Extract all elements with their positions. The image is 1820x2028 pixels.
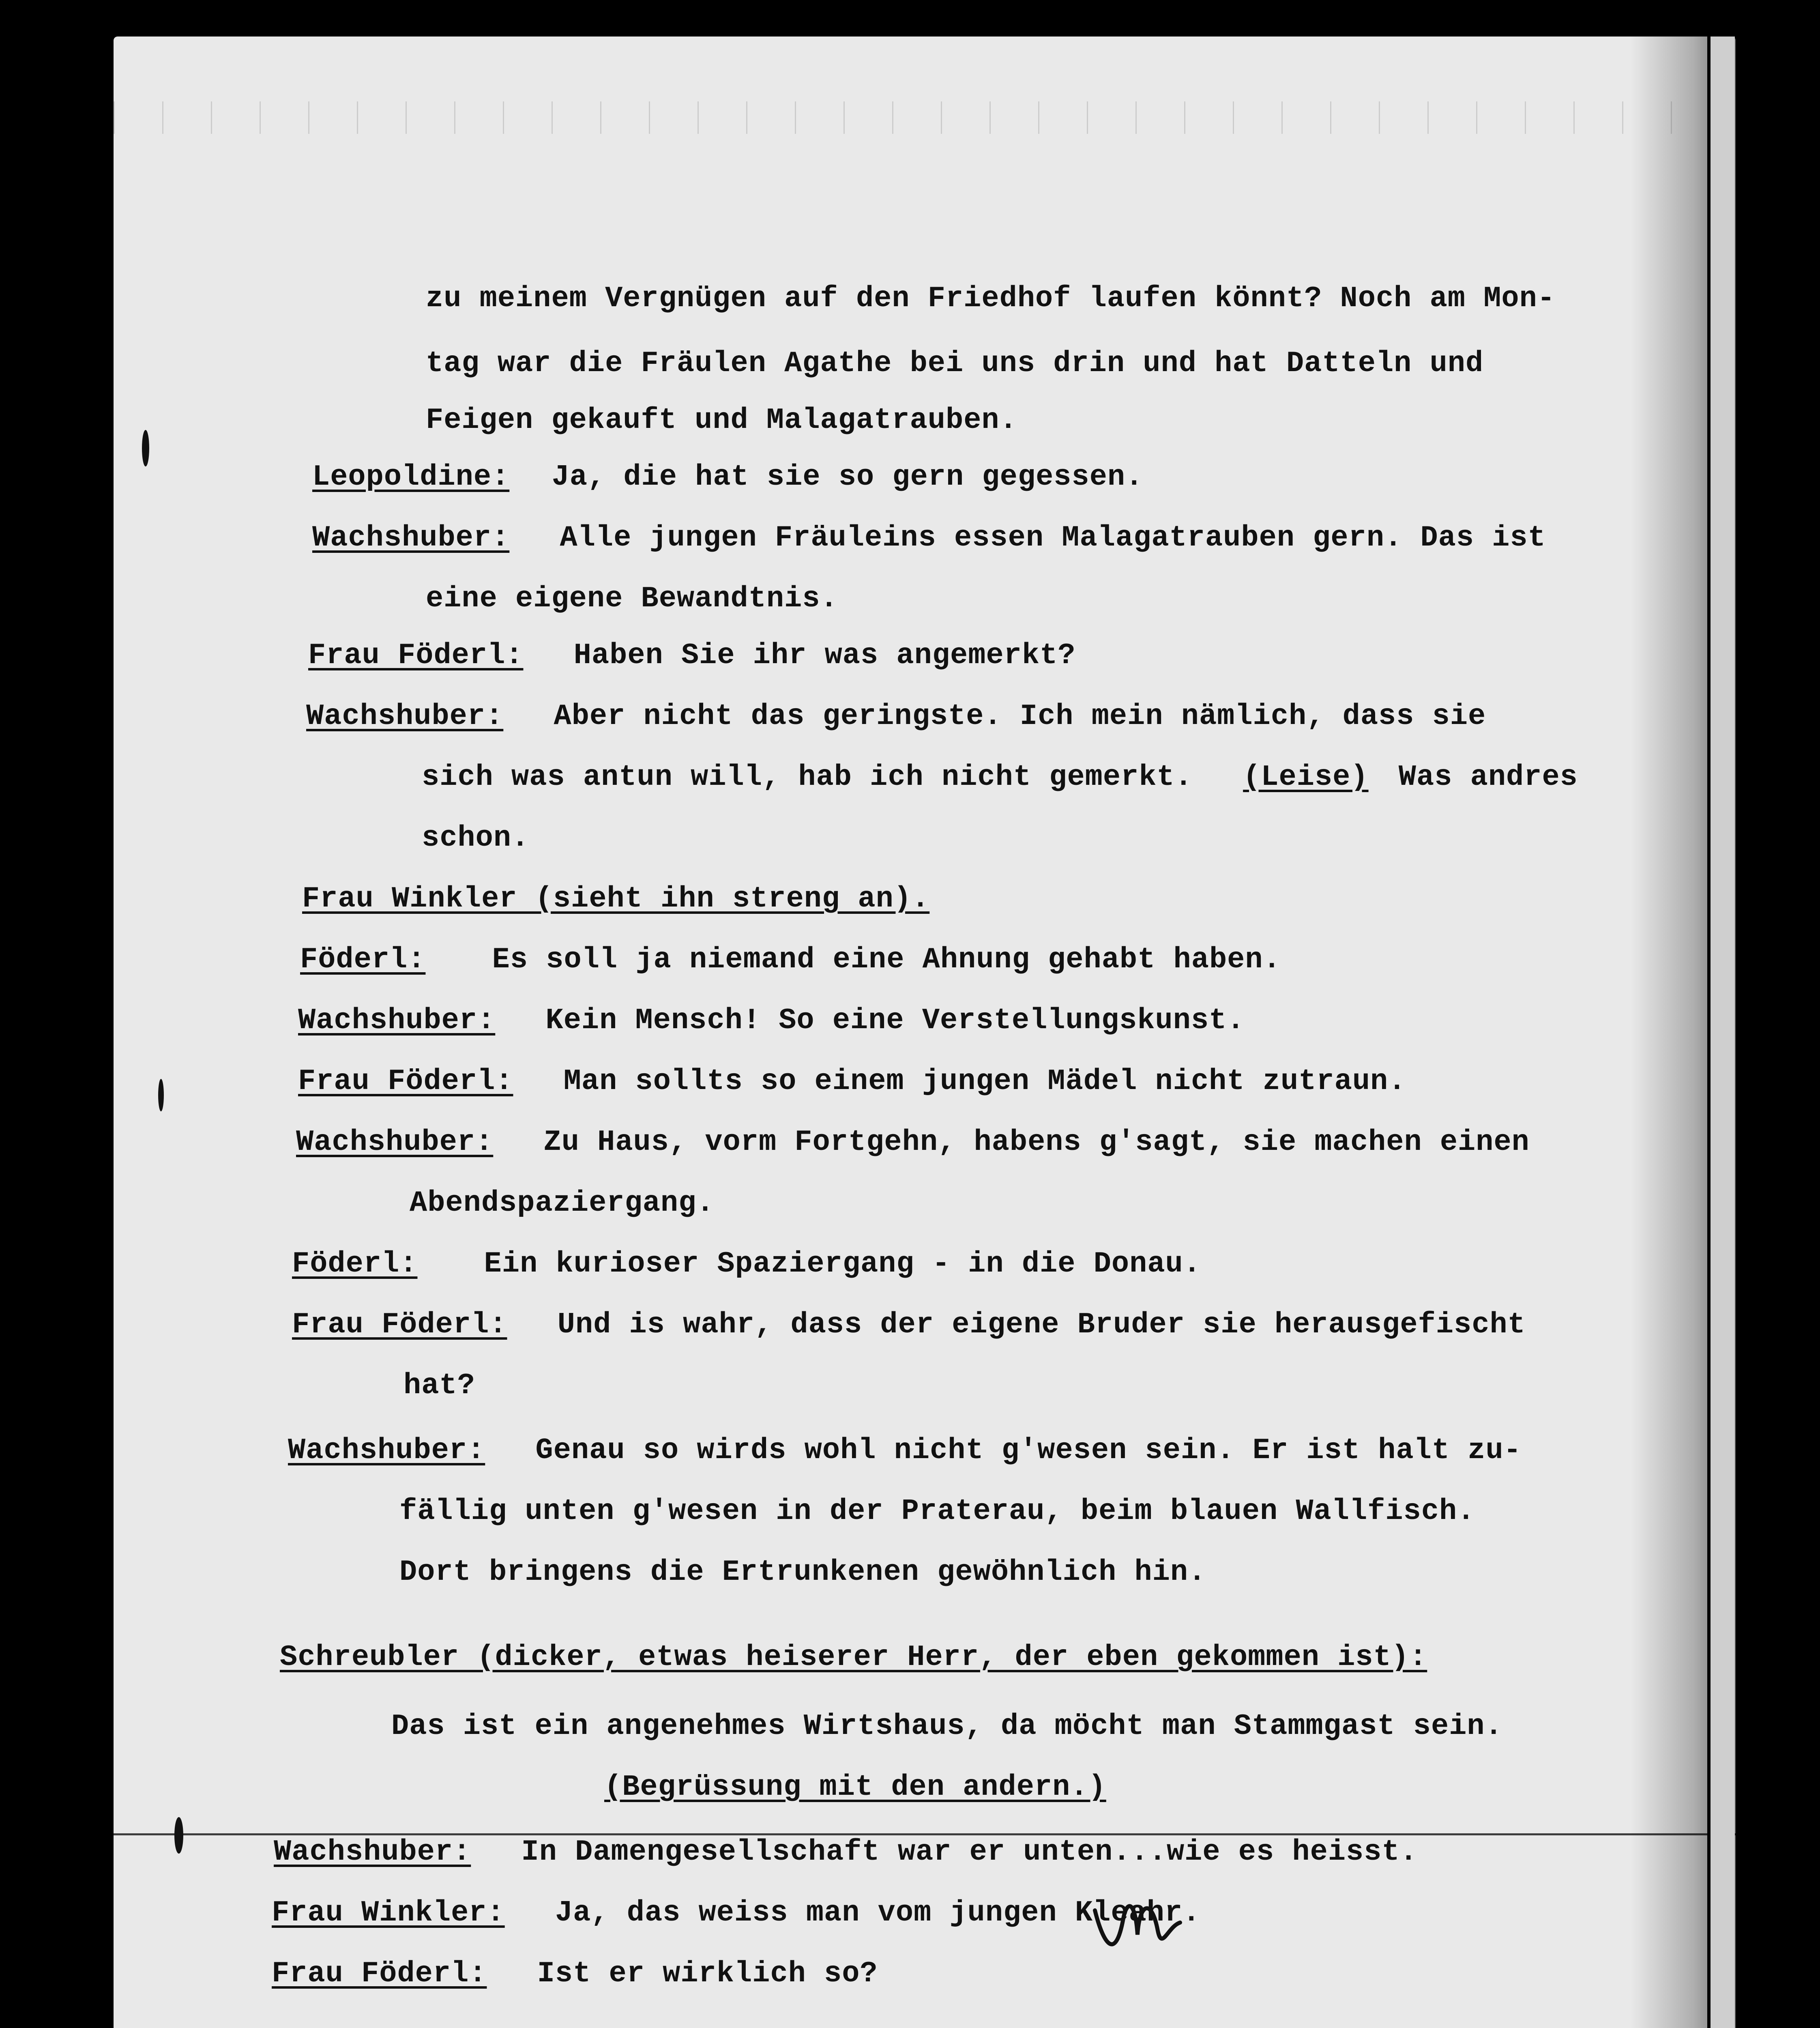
line-text: Dort bringens die Ertrunkenen gewöhnlich hin. [399,1555,1206,1589]
page-edge-strip [1707,37,1735,2028]
dialogue-line [422,823,529,853]
dialogue-line [272,1959,878,1988]
line-text: zu meinem Vergnügen auf den Friedhof laufen könnt? Noch am Mon- [426,282,1556,315]
dialogue-line [426,406,1017,435]
dialogue-line [399,1555,1206,1589]
line-text: Das ist ein angenehmes Wirtshaus, da möcht man Stammgast sein. [391,1710,1503,1743]
line-text: Abendspaziergang. [410,1186,715,1220]
speaker-name: Wachshuber: [274,1835,471,1869]
line-text: Aber nicht das geringste. Ich mein nämlich, dass sie [554,700,1486,733]
speaker-name: Frau Föderl: [308,639,524,672]
speaker-with-direction: Frau Winkler (sieht ihn streng an). [302,882,930,915]
dialogue-line [288,1436,1522,1465]
dialogue-line [302,884,929,913]
dialogue-line [292,1249,1201,1278]
dialogue-line [410,1188,715,1218]
dialogue-line [300,945,1281,974]
speaker-name: Wachshuber: [296,1126,494,1159]
line-text: Ein kurioser Spaziergang - in die Donau. [484,1247,1201,1280]
speaker-name: Föderl: [292,1247,418,1280]
line-text: Was andres [1398,760,1578,794]
dialogue-line [426,284,1555,313]
line-text: Feigen gekauft und Malagatrauben. [426,404,1017,437]
margin-mark [142,430,149,466]
speaker-name: Frau Föderl: [272,1957,487,1990]
dialogue-line [403,1371,475,1400]
dialogue-line [426,349,1483,378]
dialogue-line [296,1128,1530,1157]
dialogue-line [306,702,1486,731]
line-text: fällig unten g'wesen in der Praterau, beim blauen Wallfisch. [399,1495,1475,1528]
stage-direction: (Begrüssung mit den andern.) [604,1770,1106,1804]
dialogue-line [422,760,1578,794]
line-text: Es soll ja niemand eine Ahnung gehabt haben. [492,943,1281,976]
dialogue-line [292,1310,1526,1339]
dialogue-line [604,1772,1106,1802]
dialogue-line [274,1837,1418,1867]
line-text: Ist er wirklich so? [537,1957,878,1990]
line-text: sich was antun will, hab ich nicht gemerkt. [422,760,1193,794]
line-text: hat? [403,1369,475,1402]
line-text: Kein Mensch! So eine Verstellungskunst. [545,1004,1245,1037]
line-text: schon. [422,821,530,855]
line-text: Ja, die hat sie so gern gegessen. [552,460,1144,494]
line-text: Man sollts so einem jungen Mädel nicht zutraun. [563,1065,1406,1098]
dialogue-line [308,641,1076,670]
speaker-name: Föderl: [300,943,426,976]
dialogue-line [312,523,1546,552]
margin-mark [158,1079,164,1111]
line-text: Genau so wirds wohl nicht g'wesen sein. Er ist halt zu- [535,1434,1522,1467]
dialogue-line [298,1067,1406,1096]
handwritten-mark [1087,1886,1192,1975]
speaker-name: Wachshuber: [306,700,504,733]
speaker-name: Wachshuber: [312,521,510,554]
line-text: Haben Sie ihr was angemerkt? [573,639,1076,672]
dialogue-line [272,1898,1200,1927]
speaker-name: Frau Föderl: [292,1308,507,1341]
dialogue-line [399,1497,1475,1526]
margin-mark [174,1817,183,1854]
dialogue-line [426,584,838,613]
line-text: eine eigene Bewandtnis. [426,582,838,615]
speaker-name: Frau Föderl: [298,1065,513,1098]
speaker-name: Wachshuber: [288,1434,485,1467]
line-text: Ja, das weiss man vom jungen Kleahr. [555,1896,1201,1929]
speaker-with-direction: Schreubler (dicker, etwas heiserer Herr, der eben gekommen ist): [280,1641,1427,1674]
dialogue-line [298,1006,1245,1035]
dialogue-line [280,1643,1427,1672]
line-text: In Damengesellschaft war er unten...wie es heisst. [521,1835,1418,1869]
stage-direction: (Leise) [1243,760,1369,794]
line-text: Und is wahr, dass der eigene Bruder sie herausgefischt [557,1308,1526,1341]
speaker-name: Frau Winkler: [272,1896,505,1929]
top-smudges [114,101,1736,134]
line-text: Zu Haus, vorm Fortgehn, habens g'sagt, sie machen einen [543,1126,1530,1159]
dialogue-line [312,462,1143,492]
speaker-name: Wachshuber: [298,1004,496,1037]
line-text: tag war die Fräulen Agathe bei uns drin und hat Datteln und [426,347,1484,380]
dialogue-line [391,1712,1503,1741]
line-text: Alle jungen Fräuleins essen Malagatrauben gern. Das ist [560,521,1546,554]
speaker-name: Leopoldine: [312,460,510,494]
